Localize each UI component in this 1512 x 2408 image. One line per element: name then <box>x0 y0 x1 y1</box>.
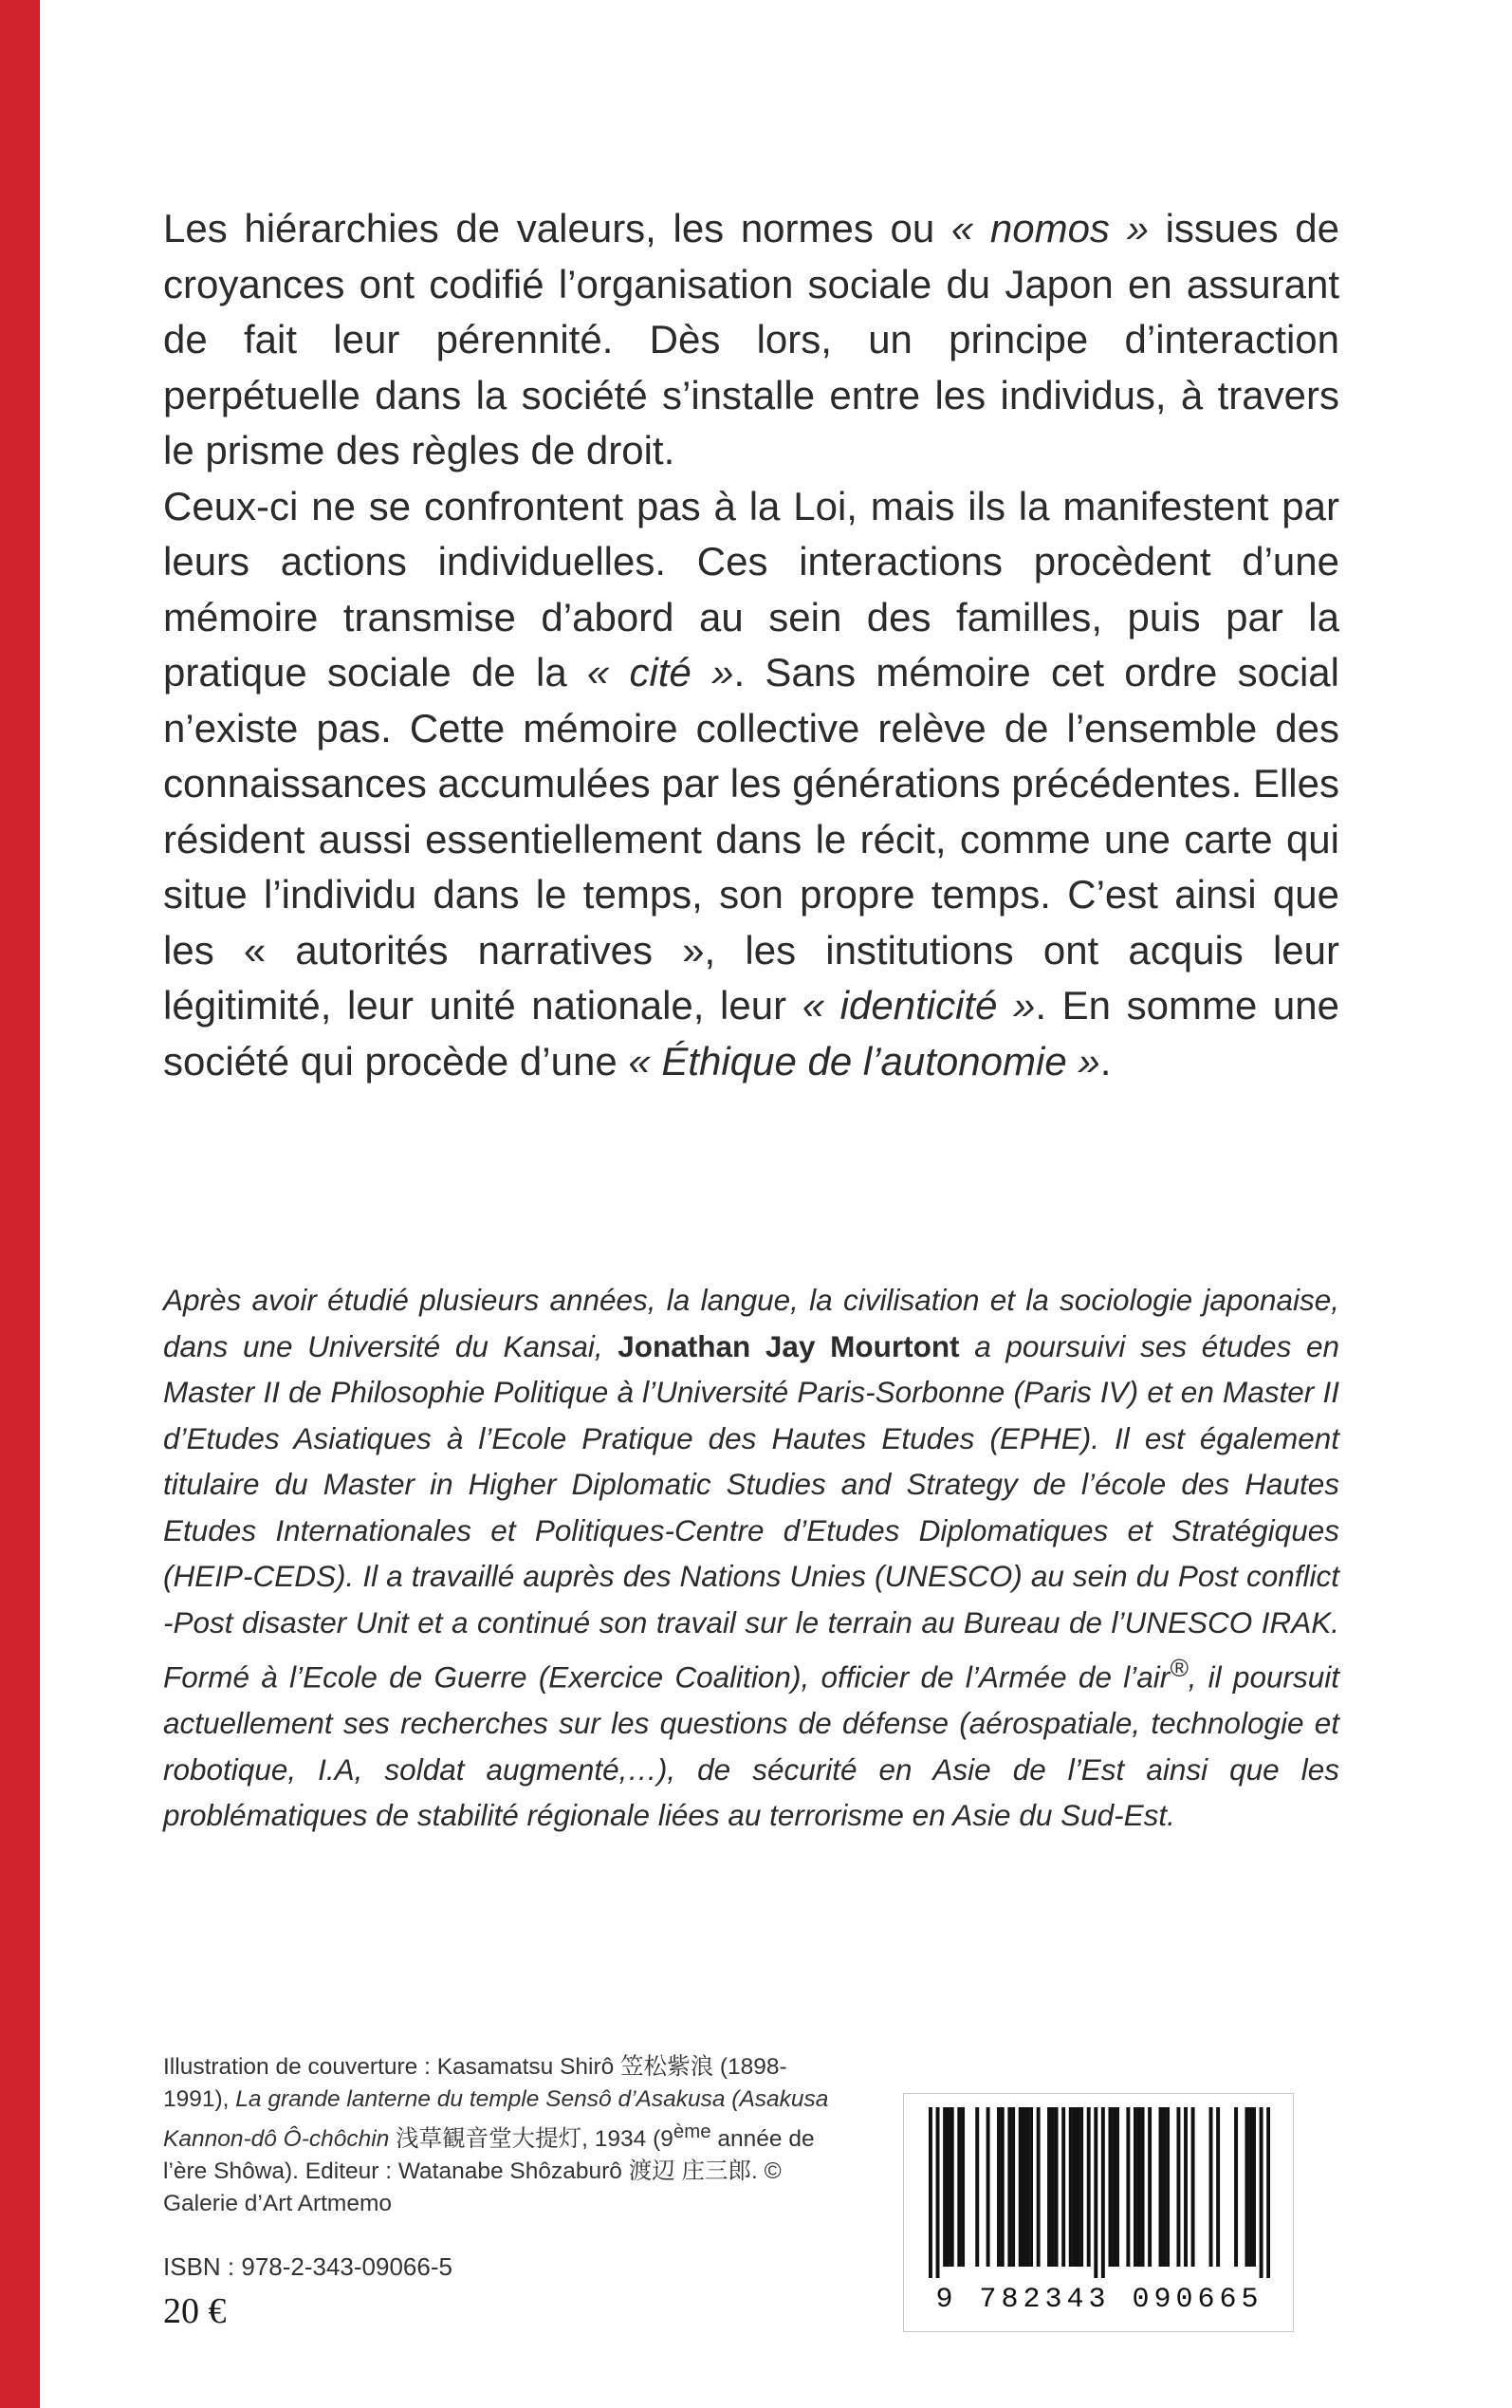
barcode-bar <box>1011 2107 1015 2267</box>
barcode-bar <box>1108 2107 1112 2267</box>
barcode-bar <box>997 2107 1001 2267</box>
barcode-bar <box>1137 2107 1141 2267</box>
barcode-bar <box>1023 2107 1026 2267</box>
barcode-bar <box>1209 2107 1213 2267</box>
author-biography: Après avoir étudié plusieurs années, la langue, la civilisation et la sociologie japonaise, dans une Université du Kansai, Jonathan Jay Mourtont a poursuivi ses études en Master II de Philosophie Politique à l’Université Paris-Sorbonne (Paris IV) et en Master II d’Etudes Asiatiques à l’Ecole Pratique des Hautes Etudes (EPHE). Il est également titulaire du Master in Higher Diplomatic Studies and Strategy de l’école des Hautes Etudes Internationales et Politiques-Centre d’Etudes Diplomatiques et Stratégiques (HEIP-CEDS). Il a travaillé auprès des Nations Unies (UNESCO) au sein du Post conflict -Post disaster Unit et a continué son travail sur le terrain au Bureau de l’UNESCO IRAK. Formé à l’Ecole de Guerre (Exercice Coalition), officier de l’Armée de l’air®, il poursuit actuellement ses recherches sur les questions de défense (aérospatiale, technologie et robotique, I.A, soldat augmenté,…), de sécurité en Asie de l’Est ainsi que les problématiques de stabilité régionale liées au terrorisme en Asie du Sud-Est. <box>163 1283 1340 1832</box>
barcode-bar <box>1234 2107 1238 2267</box>
barcode-bar <box>1252 2107 1256 2267</box>
barcode-bar <box>1191 2107 1195 2267</box>
barcode-bar <box>1094 2107 1097 2278</box>
barcode-bar <box>1101 2107 1105 2278</box>
barcode-bar <box>1112 2107 1116 2267</box>
barcode-bar <box>1079 2107 1083 2267</box>
barcode-bar <box>1166 2107 1170 2267</box>
barcode-bar <box>1216 2107 1220 2267</box>
barcode-bar <box>986 2107 990 2267</box>
barcode-bar <box>936 2107 940 2278</box>
barcode-bars <box>929 2107 1270 2278</box>
barcode-bar <box>1260 2107 1263 2278</box>
summary-text <box>163 201 1339 1089</box>
barcode-bar <box>1073 2107 1077 2267</box>
barcode-bar <box>1007 2107 1011 2267</box>
barcode-bar <box>1076 2107 1079 2267</box>
barcode-bar <box>1047 2107 1051 2267</box>
barcode-bar <box>1126 2107 1130 2267</box>
barcode-digits: 9 782343 090665 <box>935 2284 1263 2316</box>
barcode-bar <box>950 2107 954 2267</box>
barcode-bar <box>929 2107 932 2278</box>
summary-paragraph-1: Les hiérarchies de valeurs, les normes ou « nomos » issues de croyances ont codifié l’organisation sociale du Japon en assurant de fait leur pérennité. Dès lors, un principe d’interaction perpétuelle dans la société s’installe entre les individus, à travers le prisme des règles de droit. <box>163 206 1339 472</box>
barcode-bar <box>1051 2107 1055 2267</box>
author-name: Jonathan Jay Mourtont <box>618 1328 960 1363</box>
barcode-bar <box>1141 2107 1145 2267</box>
barcode-bar <box>1159 2107 1163 2267</box>
barcode-bar <box>1087 2107 1091 2267</box>
barcode-bar <box>1266 2107 1270 2278</box>
isbn-number: ISBN : 978-2-343-09066-5 <box>163 2252 452 2281</box>
barcode-bar <box>1245 2107 1248 2267</box>
barcode-bar <box>1001 2107 1005 2267</box>
barcode <box>903 2093 1294 2332</box>
barcode-bar <box>961 2107 965 2267</box>
red-spine-band <box>0 0 40 2408</box>
summary-paragraph-2: Ceux-ci ne se confrontent pas à la Loi, mais ils la manifestent par leurs actions individuelles. Ces interactions procèdent d’une mémoire transmise d’abord au sein des familles, puis par la pratique sociale de la « cité ». Sans mémoire cet ordre social n’existe pas. Cette mémoire collective relève de l’ensemble des connaissances accumulées par les générations précédentes. Elles résident aussi essentiellement dans le récit, comme une carte qui situe l’individu dans le temps, son propre temps. C’est ainsi que les « autorités narratives », les institutions ont acquis leur légitimité, leur unité nationale, leur « identicité ». En somme une société qui procède d’une « Éthique de l’autonomie ». <box>163 483 1340 1084</box>
barcode-bar <box>943 2107 947 2267</box>
barcode-bar <box>1134 2107 1137 2267</box>
cover-credits: Illustration de couverture : Kasamatsu Shirô 笠松紫浪 (1898-1991), La grande lanterne du temple Sensô d’Asakusa (Asakusa Kannon-dô Ô-chôchin 浅草観音堂大提灯, 1934 (9ème année de l’ère Shôwa). Editeur : Watanabe Shôzaburô 渡辺 庄三郎. © Galerie d’Art Artmemo <box>163 2054 829 2217</box>
barcode-bar <box>1055 2107 1059 2267</box>
barcode-bar <box>1025 2107 1029 2267</box>
barcode-bar <box>1184 2107 1188 2267</box>
barcode-bar <box>975 2107 979 2267</box>
barcode-bar <box>1248 2107 1252 2267</box>
barcode-bar <box>1176 2107 1180 2267</box>
barcode-bar <box>1029 2107 1033 2267</box>
barcode-bar <box>1148 2107 1152 2267</box>
barcode-bar <box>1061 2107 1065 2267</box>
price: 20 € <box>163 2291 227 2331</box>
barcode-bar <box>1116 2107 1119 2267</box>
barcode-bar <box>1037 2107 1041 2267</box>
barcode-bar <box>1162 2107 1166 2267</box>
barcode-bar <box>1069 2107 1073 2267</box>
barcode-bar <box>1019 2107 1023 2267</box>
barcode-bar <box>947 2107 950 2267</box>
barcode-bar <box>957 2107 961 2267</box>
